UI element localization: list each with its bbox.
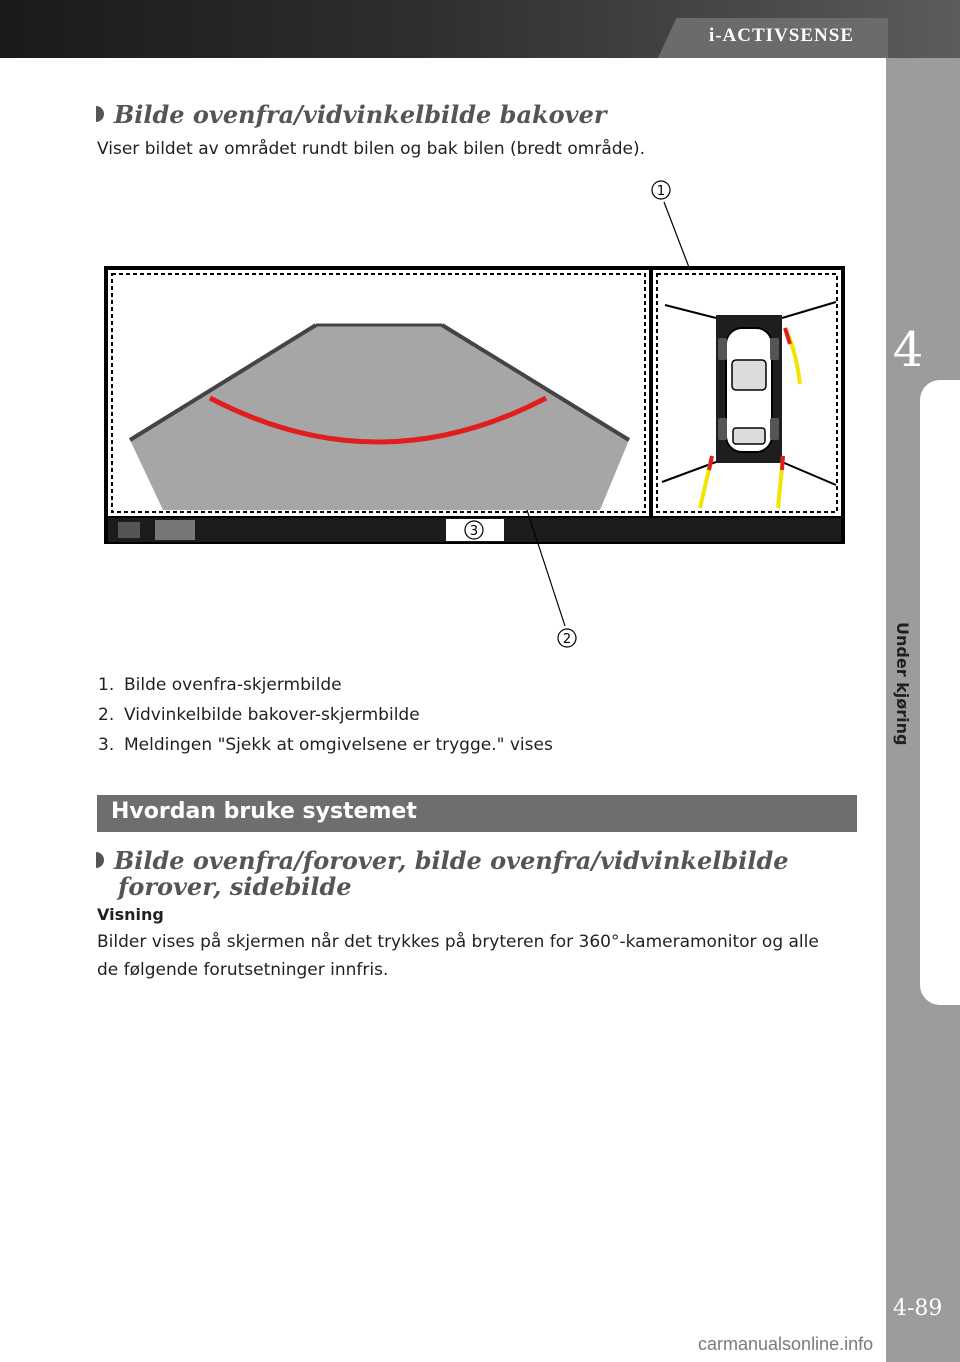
section2-heading-line2: forover, sidebilde — [118, 872, 352, 901]
list-item — [98, 730, 553, 760]
page-number: 4-89 — [893, 1296, 943, 1321]
list-item-number: 3. — [98, 735, 115, 755]
list-item-number: 2. — [98, 705, 115, 725]
car-roof-icon — [732, 360, 766, 390]
list-item-text: Vidvinkelbilde bakover-skjermbilde — [124, 705, 420, 725]
section1-description: Viser bildet av området rundt bilen og bak bilen (bredt område). — [97, 139, 646, 159]
watermark: carmanualsonline.info — [698, 1334, 874, 1354]
section-bar — [97, 795, 857, 832]
section-title: Hvordan bruke systemet — [111, 799, 417, 824]
view-icon-1 — [118, 522, 140, 538]
list-item — [98, 700, 553, 730]
view-icon-2 — [155, 520, 195, 540]
chapter-number: 4 — [892, 322, 924, 378]
list-item-text: Bilde ovenfra-skjermbilde — [124, 675, 342, 695]
body-line-2: de følgende forutsetninger innfris. — [97, 960, 389, 980]
header-title: i-ACTIVSENSE — [708, 25, 854, 46]
wheel-front-right-icon — [770, 338, 779, 360]
guide-line-red-right — [782, 456, 783, 470]
wheel-front-left-icon — [718, 338, 727, 360]
chapter-label: Under kjøring — [893, 622, 912, 746]
list-item — [98, 670, 553, 700]
section1-heading-text: Bilde ovenfra/vidvinkelbilde bakover — [114, 100, 607, 129]
section2-heading — [96, 846, 789, 875]
legend-list — [98, 670, 553, 760]
wheel-rear-left-icon — [718, 418, 727, 440]
list-item-number: 1. — [98, 675, 115, 695]
body-line-1: Bilder vises på skjermen når det trykkes på bryteren for 360°-kameramonitor og alle — [97, 932, 819, 952]
section2-heading-line1: Bilde ovenfra/forover, bilde ovenfra/vidvinkelbilde — [114, 846, 789, 875]
callout-line-1 — [664, 202, 690, 270]
heading-marker-icon — [96, 852, 104, 868]
list-item-text: Meldingen "Sjekk at omgivelsene er trygge." vises — [124, 735, 553, 755]
subheading: Visning — [97, 905, 164, 924]
callout-label-3: 3 — [469, 524, 479, 539]
callout-label-2: 2 — [562, 632, 572, 647]
callout-label-1: 1 — [656, 184, 666, 199]
camera-figure — [0, 0, 960, 660]
wheel-rear-right-icon — [770, 418, 779, 440]
car-rear-window-icon — [733, 428, 765, 444]
